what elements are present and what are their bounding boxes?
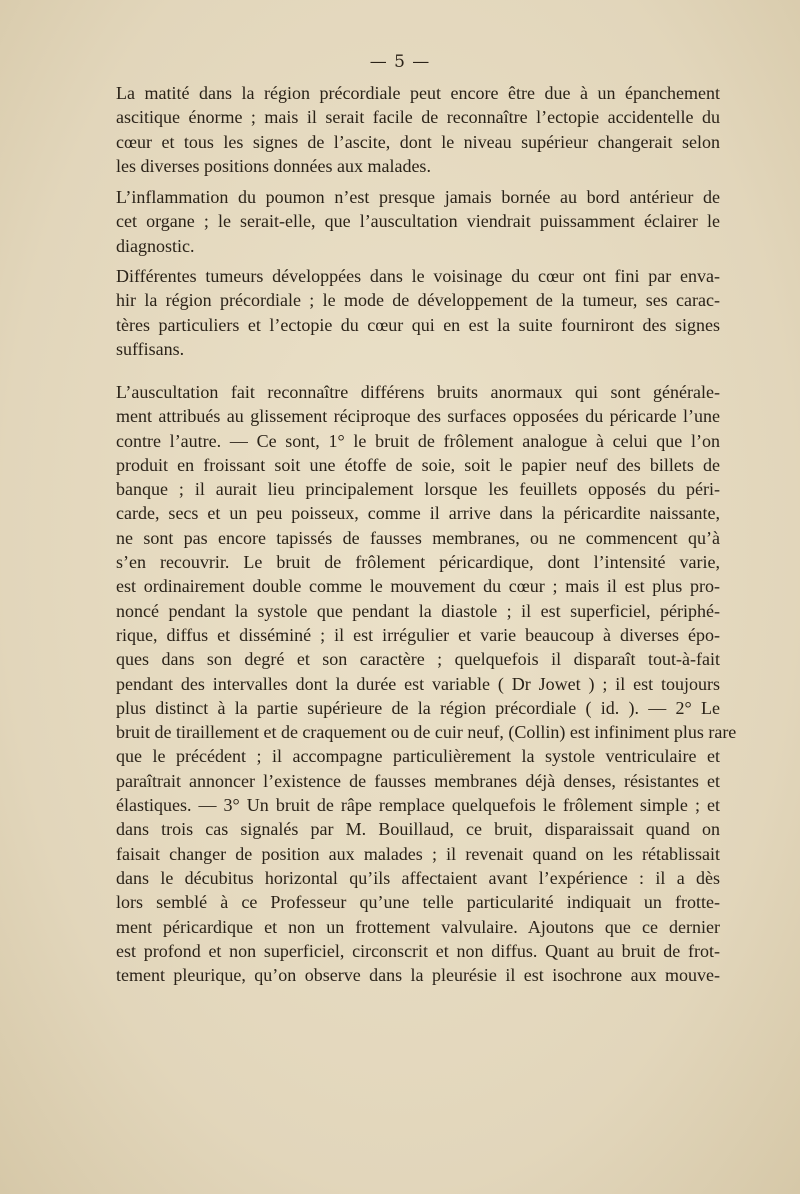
text-line: bruit de tiraillement et de craquement ou de cuir neuf, (Collin) est infiniment plus rare: [116, 722, 737, 743]
paragraph-4: [116, 380, 737, 987]
text-line: cœur et tous les signes de l’ascite, dont le niveau supérieur changerait selon: [116, 131, 720, 152]
page-number: — 5 —: [369, 52, 431, 72]
text-line: tères particuliers et l’ectopie du cœur qui en est la suite fourniront des signes: [116, 314, 720, 335]
text-line: Différentes tumeurs développées dans le voisinage du cœur ont fini par enva-: [116, 266, 720, 286]
text-line: L’inflammation du poumon n’est presque jamais bornée au bord antérieur de: [116, 187, 720, 207]
text-line: faisait changer de position aux malades ; il revenait quand on les rétablissait: [116, 843, 720, 864]
text-line: plus distinct à la partie supérieure de la région précordiale ( id. ). — 2° Le: [116, 697, 720, 718]
text-line: élastiques. — 3° Un bruit de râpe remplace quelquefois le frôlement simple ; et: [116, 795, 720, 816]
text-line: ment péricardique et non un frottement valvulaire. Ajoutons que ce dernier: [116, 916, 720, 937]
text-line: que le précédent ; il accompagne particulièrement la systole ventriculaire et: [116, 746, 720, 767]
paragraph-1: [116, 81, 720, 178]
text-line: noncé pendant la systole que pendant la diastole ; il est superficiel, périphé-: [116, 600, 720, 621]
text-line: ment attribués au glissement réciproque des surfaces opposées du péricarde l’une: [116, 406, 720, 427]
text-line: est profond et non superficiel, circonscrit et non diffus. Quant au bruit de frot-: [116, 940, 720, 961]
text-line: les diverses positions données aux malades.: [116, 155, 431, 176]
text-line: est ordinairement double comme le mouvement du cœur ; mais il est plus pro-: [116, 576, 720, 597]
text-line: L’auscultation fait reconnaître différens bruits anormaux qui sont générale-: [116, 382, 720, 402]
text-line: ne sont pas encore tapissés de fausses membranes, ou ne commencent qu’à: [116, 527, 720, 548]
text-line: contre l’autre. — Ce sont, 1° le bruit de frôlement analogue à celui que l’on: [116, 430, 720, 451]
text-line: dans le décubitus horizontal qu’ils affectaient avant l’expérience : il a dès: [116, 867, 720, 888]
text-line: tement pleurique, qu’on observe dans la pleurésie il est isochrone aux mouve-: [116, 965, 720, 986]
text-line: rique, diffus et disséminé ; il est irrégulier et varie beaucoup à diverses épo-: [116, 624, 720, 645]
text-line: pendant des intervalles dont la durée est variable ( Dr Jowet ) ; il est toujours: [116, 673, 720, 694]
text-line: produit en froissant soit une étoffe de soie, soit le papier neuf des billets de: [116, 454, 720, 475]
text-line: hir la région précordiale ; le mode de développement de la tumeur, ses carac-: [116, 290, 720, 311]
paragraph-2: [116, 185, 720, 258]
text-line: paraîtrait annoncer l’existence de fausses membranes déjà denses, résistantes et: [116, 770, 720, 791]
text-line: dans trois cas signalés par M. Bouillaud, ce bruit, disparaissait quand on: [116, 819, 720, 840]
text-line: cet organe ; le serait-elle, que l’auscultation viendrait puissamment éclairer le: [116, 211, 720, 232]
text-line: ascitique énorme ; mais il serait facile de reconnaître l’ectopie accidentelle du: [116, 107, 720, 128]
text-line: La matité dans la région précordiale peut encore être due à un épanchement: [116, 83, 720, 103]
text-line: ques dans son degré et son caractère ; quelquefois il disparaît tout-à-fait: [116, 649, 720, 670]
text-line: lors semblé à ce Professeur qu’une telle particularité indiquait un frotte-: [116, 892, 720, 913]
paragraph-3: [116, 264, 720, 361]
text-line: diagnostic.: [116, 235, 195, 256]
text-line: suffisans.: [116, 338, 185, 359]
text-line: banque ; il aurait lieu principalement lorsque les feuillets opposés du péri-: [116, 479, 720, 500]
text-line: carde, secs et un peu poisseux, comme il arrive dans la péricardite naissante,: [116, 503, 720, 524]
text-line: s’en recouvrir. Le bruit de frôlement péricardique, dont l’intensité varie,: [116, 552, 720, 573]
